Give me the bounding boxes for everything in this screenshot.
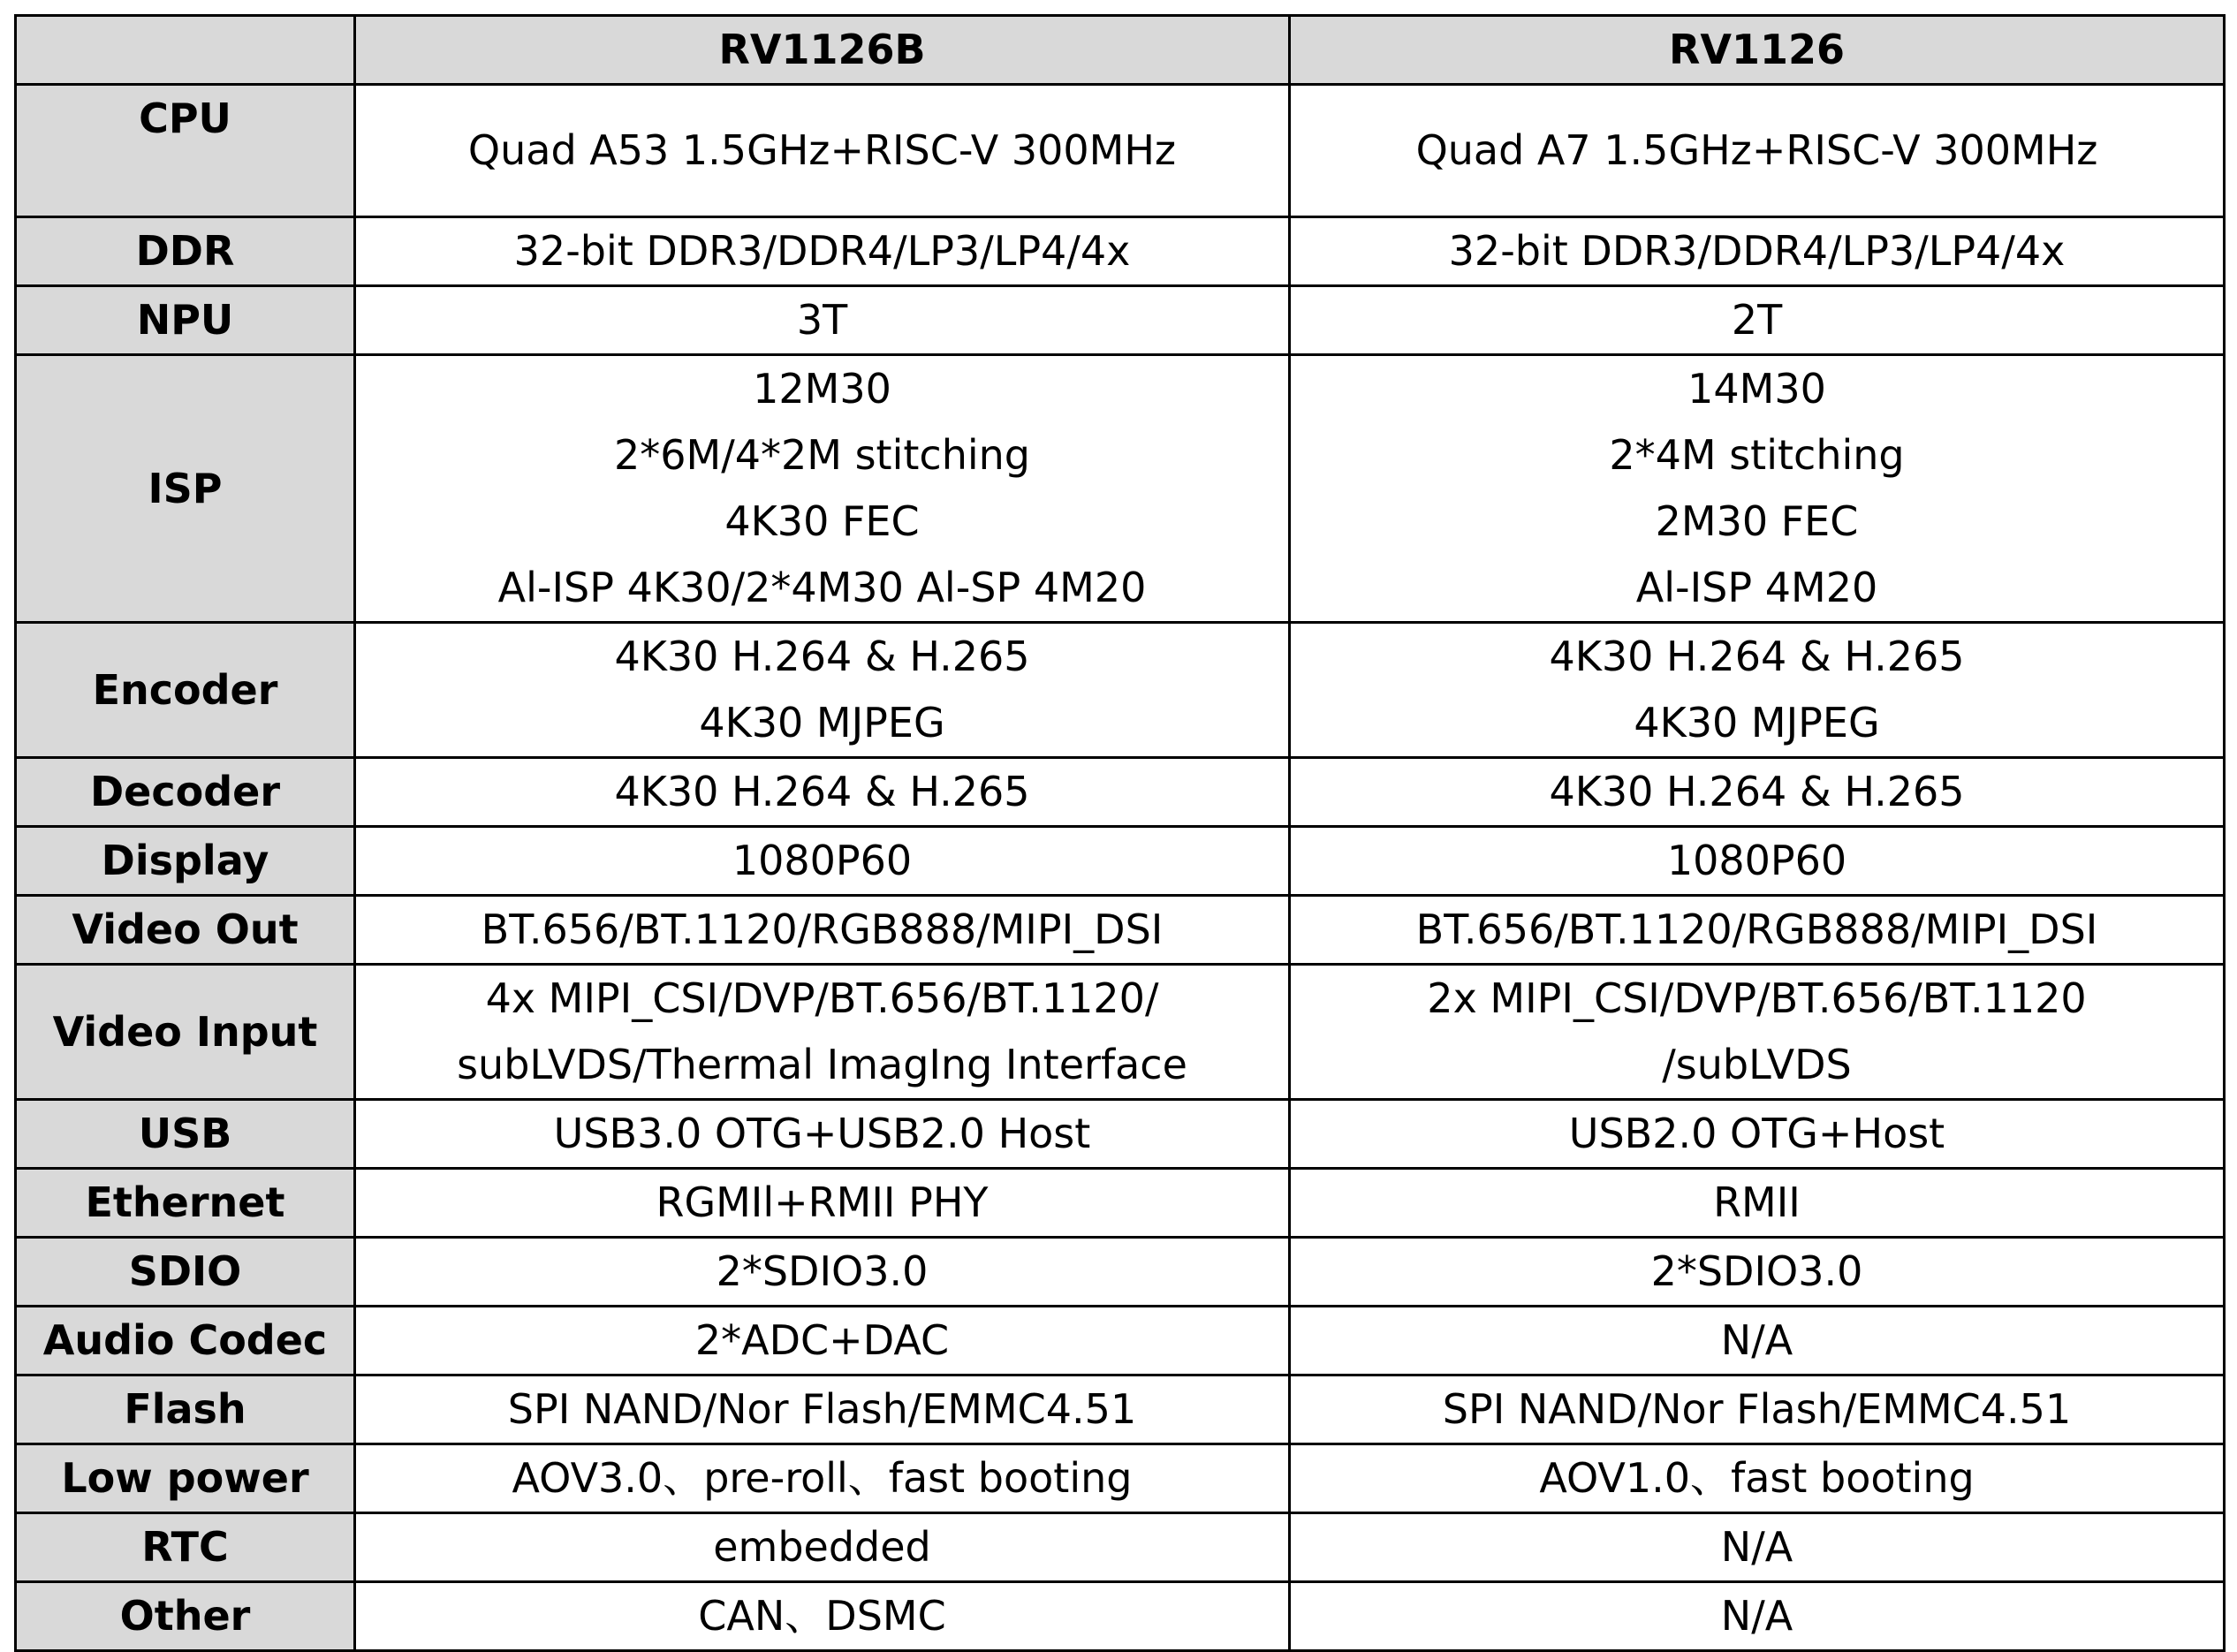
header-row xyxy=(16,16,2225,85)
cell-line: 2*6M/4*2M stitching xyxy=(614,431,1030,479)
cell-line: 2*SDIO3.0 xyxy=(1650,1247,1863,1295)
cell-audio-codec-rv1126b xyxy=(355,1307,1290,1375)
cell-line: SPI NAND/Nor Flash/EMMC4.51 xyxy=(507,1385,1137,1433)
row-label-decoder: Decoder xyxy=(16,758,355,827)
cell-line: 2*ADC+DAC xyxy=(694,1316,950,1364)
cell-video-out-rv1126 xyxy=(1290,896,2225,965)
cell-line: SPI NAND/Nor Flash/EMMC4.51 xyxy=(1442,1385,2072,1433)
table-row-rtc xyxy=(16,1513,2225,1582)
table-row-decoder xyxy=(16,758,2225,827)
cell-ethernet-rv1126 xyxy=(1290,1169,2225,1238)
cell-audio-codec-rv1126 xyxy=(1290,1307,2225,1375)
table-row-other xyxy=(16,1582,2225,1651)
row-label-other: Other xyxy=(16,1582,355,1651)
cell-video-input-rv1126 xyxy=(1290,965,2225,1100)
table-row-cpu xyxy=(16,85,2225,217)
cell-line: N/A xyxy=(1720,1316,1793,1364)
table-row-npu xyxy=(16,286,2225,355)
cell-sdio-rv1126 xyxy=(1290,1238,2225,1307)
row-label-usb: USB xyxy=(16,1100,355,1169)
cell-low-power-rv1126 xyxy=(1290,1444,2225,1513)
row-label-low-power: Low power xyxy=(16,1444,355,1513)
cell-decoder-rv1126 xyxy=(1290,758,2225,827)
table-row-ddr xyxy=(16,217,2225,286)
cell-line: 32-bit DDR3/DDR4/LP3/LP4/4x xyxy=(513,227,1131,275)
cell-line: 4K30 H.264 & H.265 xyxy=(614,633,1030,680)
cell-line: 32-bit DDR3/DDR4/LP3/LP4/4x xyxy=(1448,227,2066,275)
cell-video-out-rv1126b xyxy=(355,896,1290,965)
cell-line: 3T xyxy=(796,296,848,344)
cell-line: 2x MIPI_CSI/DVP/BT.656/BT.1120 xyxy=(1427,974,2087,1022)
cell-line: USB2.0 OTG+Host xyxy=(1568,1110,1945,1157)
cell-ddr-rv1126b xyxy=(355,217,1290,286)
row-label-ethernet: Ethernet xyxy=(16,1169,355,1238)
row-label-video-out: Video Out xyxy=(16,896,355,965)
cell-line: subLVDS/Thermal ImagIng Interface xyxy=(457,1041,1187,1088)
column-header-rv1126: RV1126 xyxy=(1290,16,2225,85)
cell-usb-rv1126b xyxy=(355,1100,1290,1169)
cell-cpu-rv1126 xyxy=(1290,85,2225,217)
table-row-low-power xyxy=(16,1444,2225,1513)
table-row-flash xyxy=(16,1375,2225,1444)
table-row-audio-codec xyxy=(16,1307,2225,1375)
cell-line: 4K30 MJPEG xyxy=(699,699,945,746)
cell-line: 4K30 H.264 & H.265 xyxy=(1549,768,1965,815)
row-label-cpu: CPU xyxy=(16,85,355,217)
cell-rtc-rv1126 xyxy=(1290,1513,2225,1582)
table-header xyxy=(16,16,2225,85)
cell-line: BT.656/BT.1120/RGB888/MIPI_DSI xyxy=(1415,906,2098,953)
table-row-encoder xyxy=(16,623,2225,758)
cell-isp-rv1126b xyxy=(355,355,1290,623)
cell-line: CAN、DSMC xyxy=(698,1592,946,1640)
row-label-display: Display xyxy=(16,827,355,896)
table-row-ethernet xyxy=(16,1169,2225,1238)
cell-ddr-rv1126 xyxy=(1290,217,2225,286)
cell-line: AOV1.0、fast booting xyxy=(1539,1454,1975,1502)
cell-rtc-rv1126b xyxy=(355,1513,1290,1582)
cell-ethernet-rv1126b xyxy=(355,1169,1290,1238)
cell-encoder-rv1126b xyxy=(355,623,1290,758)
row-label-encoder: Encoder xyxy=(16,623,355,758)
table-row-sdio xyxy=(16,1238,2225,1307)
cell-encoder-rv1126 xyxy=(1290,623,2225,758)
row-label-sdio: SDIO xyxy=(16,1238,355,1307)
cell-line: 4K30 H.264 & H.265 xyxy=(614,768,1030,815)
cell-line: 2T xyxy=(1731,296,1783,344)
table-body xyxy=(16,85,2225,1651)
cell-line: 1080P60 xyxy=(1666,837,1847,884)
cell-decoder-rv1126b xyxy=(355,758,1290,827)
comparison-table xyxy=(14,14,2226,1652)
cell-npu-rv1126b xyxy=(355,286,1290,355)
cell-flash-rv1126b xyxy=(355,1375,1290,1444)
cell-display-rv1126 xyxy=(1290,827,2225,896)
cell-isp-rv1126 xyxy=(1290,355,2225,623)
cell-line: Quad A53 1.5GHz+RISC-V 300MHz xyxy=(467,126,1177,174)
table-row-display xyxy=(16,827,2225,896)
cell-line: /subLVDS xyxy=(1662,1041,1852,1088)
column-header-rv1126b: RV1126B xyxy=(355,16,1290,85)
row-label-isp: ISP xyxy=(16,355,355,623)
cell-line: RGMIl+RMII PHY xyxy=(656,1178,989,1226)
cell-other-rv1126b xyxy=(355,1582,1290,1651)
cell-line: RMII xyxy=(1713,1178,1801,1226)
cell-line: N/A xyxy=(1720,1592,1793,1640)
cell-low-power-rv1126b xyxy=(355,1444,1290,1513)
table-row-isp xyxy=(16,355,2225,623)
table-row-video-out xyxy=(16,896,2225,965)
cell-line: Al-ISP 4K30/2*4M30 Al-SP 4M20 xyxy=(497,564,1147,611)
cell-video-input-rv1126b xyxy=(355,965,1290,1100)
cell-line: 2*SDIO3.0 xyxy=(716,1247,929,1295)
row-label-flash: Flash xyxy=(16,1375,355,1444)
cell-line: 4K30 MJPEG xyxy=(1634,699,1880,746)
table-row-usb xyxy=(16,1100,2225,1169)
row-label-ddr: DDR xyxy=(16,217,355,286)
cell-line: 4K30 FEC xyxy=(724,497,920,545)
cell-line: 2*4M stitching xyxy=(1609,431,1905,479)
cell-other-rv1126 xyxy=(1290,1582,2225,1651)
cell-line: 1080P60 xyxy=(732,837,913,884)
row-label-audio-codec: Audio Codec xyxy=(16,1307,355,1375)
cell-line: 4K30 H.264 & H.265 xyxy=(1549,633,1965,680)
header-corner-cell xyxy=(16,16,355,85)
cell-line: Al-ISP 4M20 xyxy=(1635,564,1878,611)
cell-flash-rv1126 xyxy=(1290,1375,2225,1444)
row-label-video-input: Video Input xyxy=(16,965,355,1100)
cell-display-rv1126b xyxy=(355,827,1290,896)
cell-npu-rv1126 xyxy=(1290,286,2225,355)
cell-line: USB3.0 OTG+USB2.0 Host xyxy=(553,1110,1091,1157)
cell-line: 2M30 FEC xyxy=(1655,497,1859,545)
cell-line: 12M30 xyxy=(753,365,891,413)
cell-line: embedded xyxy=(713,1523,931,1571)
cell-sdio-rv1126b xyxy=(355,1238,1290,1307)
cell-line: BT.656/BT.1120/RGB888/MIPI_DSI xyxy=(481,906,1164,953)
cell-line: 4x MIPI_CSI/DVP/BT.656/BT.1120/ xyxy=(485,974,1159,1022)
cell-line: Quad A7 1.5GHz+RISC-V 300MHz xyxy=(1415,126,2098,174)
table-row-video-input xyxy=(16,965,2225,1100)
cell-line: N/A xyxy=(1720,1523,1793,1571)
cell-line: 14M30 xyxy=(1687,365,1826,413)
cell-cpu-rv1126b xyxy=(355,85,1290,217)
row-label-rtc: RTC xyxy=(16,1513,355,1582)
cell-usb-rv1126 xyxy=(1290,1100,2225,1169)
cell-line: AOV3.0、pre-roll、fast booting xyxy=(512,1454,1133,1502)
row-label-npu: NPU xyxy=(16,286,355,355)
